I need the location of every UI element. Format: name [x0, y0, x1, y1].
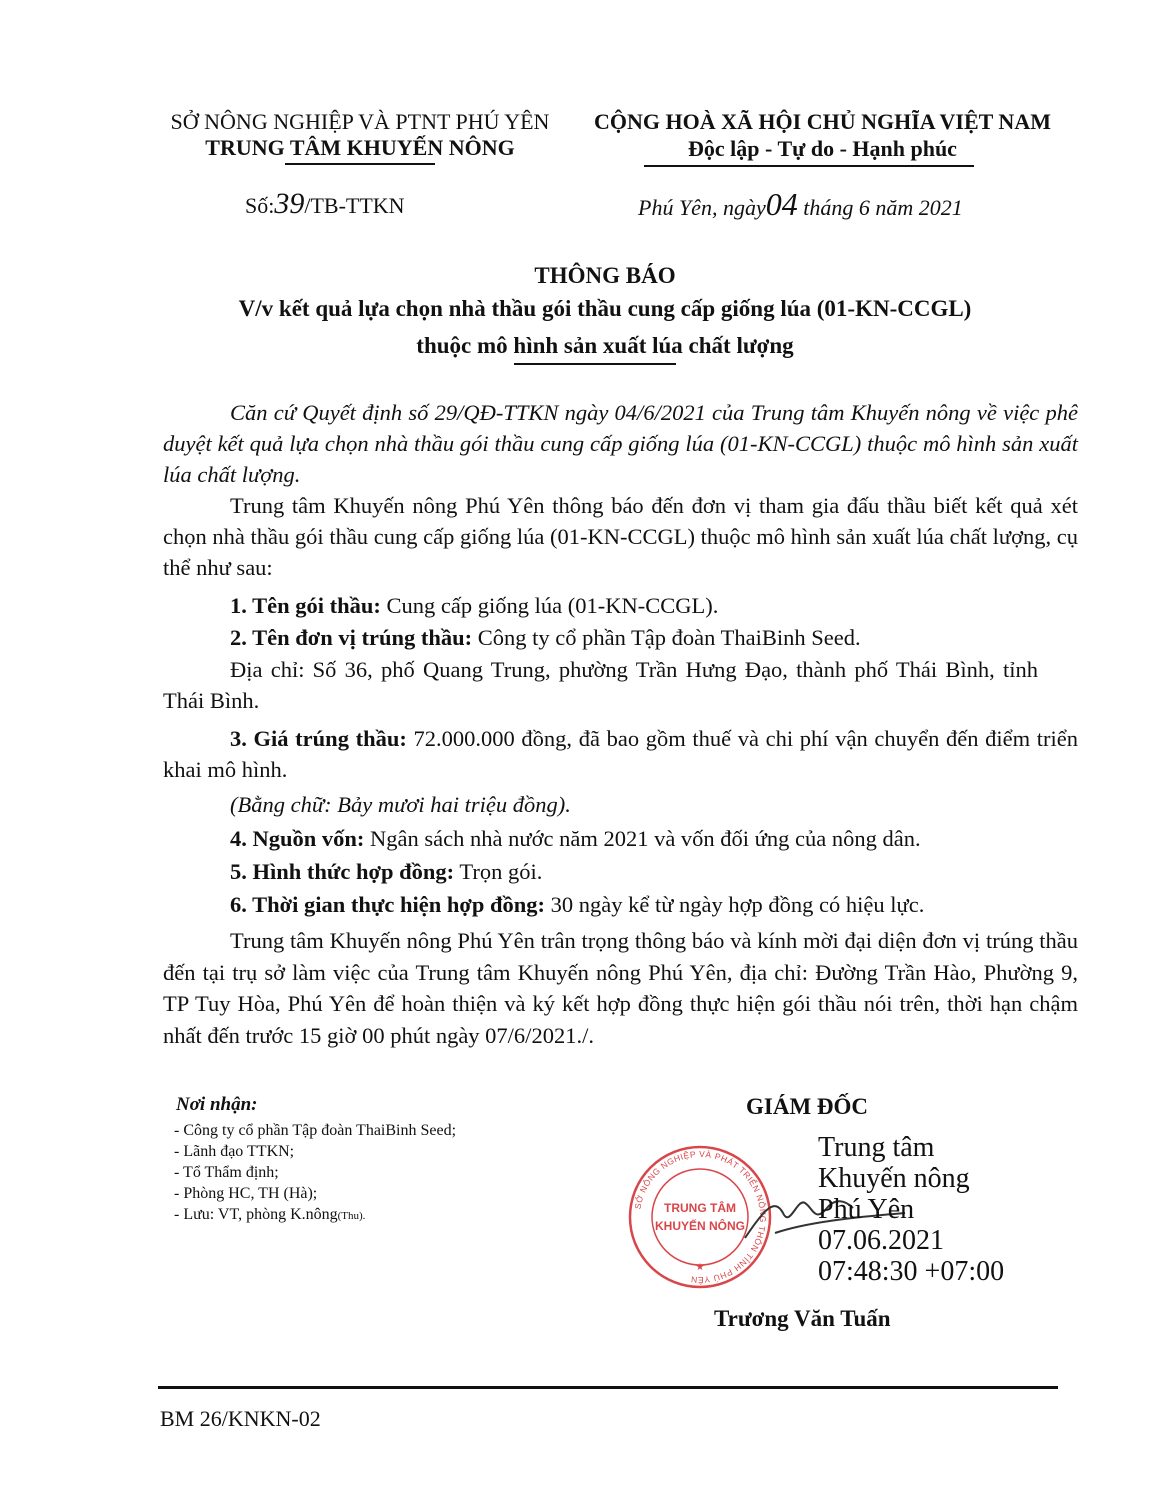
- item6-value: 30 ngày kể từ ngày hợp đồng có hiệu lực.: [544, 892, 925, 917]
- item-package-name: [230, 590, 1080, 621]
- signer-name: Trương Văn Tuấn: [714, 1306, 891, 1331]
- recipient-item: - Lãnh đạo TTKN;: [174, 1143, 295, 1160]
- document-number: [245, 187, 405, 223]
- digital-sig-line: 07:48:30 +07:00: [818, 1256, 1005, 1287]
- intro-paragraph: Trung tâm Khuyến nông Phú Yên thông báo đến đơn vị tham gia đấu thầu biết kết quả xét chọn nhà thầu gói thầu cung cấp giống lúa (01-KN-CCGL) thuộc mô hình sản xuất lúa chất lượng, cụ thể như sau:: [163, 493, 1078, 580]
- closing-paragraph: Trung tâm Khuyến nông Phú Yên trân trọng thông báo và kính mời đại diện đơn vị trúng thầu đến tại trụ sở làm việc của Trung tâm Khuyến nông Phú Yên, địa chỉ: Đường Trần Hào, Phường 9, TP Tuy Hòa, Phú Yên để hoàn thiện và ký kết hợp đồng thực hiện gói thầu nói trên, thời hạn chậm nhất đến trước 15 giờ 00 phút ngày 07/6/2021./.: [163, 928, 1078, 1048]
- recipient-item: - Công ty cổ phần Tập đoàn ThaiBinh Seed;: [174, 1122, 457, 1139]
- digital-sig-line: 07.06.2021: [818, 1225, 944, 1256]
- place-date: [638, 187, 963, 225]
- digital-signature: [818, 1132, 1148, 1287]
- footer-rule: [158, 1386, 1058, 1389]
- item4-value: Ngân sách nhà nước năm 2021 và vốn đối ứng của nông dân.: [364, 826, 921, 851]
- parent-agency: SỞ NÔNG NGHIỆP VÀ PTNT PHÚ YÊN: [170, 109, 550, 134]
- recipient-suffix: (Thu).: [337, 1210, 366, 1222]
- item-funding-source: [230, 823, 1080, 854]
- title-subject-line1: V/v kết quả lựa chọn nhà thầu gói thầu cung cấp giống lúa (01-KN-CCGL): [238, 296, 972, 321]
- recipient-item: - Phòng HC, TH (Hà);: [174, 1185, 318, 1202]
- bidder-address: Địa chỉ: Số 36, phố Quang Trung, phường Trần Hưng Đạo, thành phố Thái Bình, tỉnh Thái Bình.: [163, 657, 1038, 713]
- digital-sig-line: Trung tâm: [818, 1132, 935, 1163]
- item-winning-price: [163, 723, 1078, 785]
- item2-label: 2. Tên đơn vị trúng thầu:: [230, 625, 473, 650]
- document-title: THÔNG BÁO: [534, 263, 676, 288]
- digital-sig-line: Phú Yên: [818, 1194, 915, 1225]
- svg-text:★: ★: [695, 1262, 705, 1273]
- doc-no-prefix: Số:: [245, 193, 275, 218]
- item3-value: 72.000.000 đồng, đã bao gồm thuế và chi phí vận chuyển đến điểm triển khai mô hình.: [163, 726, 1078, 782]
- form-code: BM 26/KNKN-02: [160, 1406, 321, 1431]
- title-underline: [514, 363, 676, 365]
- recipients-list: [174, 1120, 594, 1227]
- digital-sig-line: Khuyến nông: [818, 1163, 970, 1194]
- signer-position: GIÁM ĐỐC: [746, 1094, 869, 1119]
- item6-label: 6. Thời gian thực hiện hợp đồng:: [230, 892, 545, 917]
- place-date-suffix: tháng 6 năm 2021: [803, 195, 963, 220]
- item4-label: 4. Nguồn vốn:: [230, 826, 365, 851]
- recipient-item: - Tổ Thẩm định;: [174, 1164, 279, 1181]
- date-day: 04: [765, 186, 798, 222]
- item5-label: 5. Hình thức hợp đồng:: [230, 859, 455, 884]
- item-contract-duration: [230, 889, 1080, 920]
- basis-paragraph: Căn cứ Quyết định số 29/QĐ-TTKN ngày 04/6/2021 của Trung tâm Khuyến nông về việc phê duyệt kết quả lựa chọn nhà thầu gói thầu cung cấp giống lúa (01-KN-CCGL) thuộc mô hình sản xuất lúa chất lượng.: [163, 400, 1078, 487]
- motto: Độc lập - Tự do - Hạnh phúc: [688, 136, 957, 161]
- motto-underline: [644, 165, 974, 167]
- item1-value: Cung cấp giống lúa (01-KN-CCGL).: [380, 593, 719, 618]
- item5-value: Trọn gói.: [454, 859, 543, 884]
- recipients-heading: Nơi nhận:: [176, 1094, 258, 1115]
- country-name: CỘNG HOÀ XÃ HỘI CHỦ NGHĨA VIỆT NAM: [594, 109, 1051, 134]
- place-date-prefix: Phú Yên, ngày: [638, 195, 766, 220]
- item1-label: 1. Tên gói thầu:: [230, 593, 381, 618]
- doc-no-handwritten: 39: [274, 187, 305, 220]
- recipient-item: - Lưu: VT, phòng K.nông(Thu).: [174, 1206, 366, 1223]
- agency-name: TRUNG TÂM KHUYẾN NÔNG: [205, 135, 515, 160]
- price-in-words: (Bằng chữ: Bảy mươi hai triệu đồng).: [230, 792, 571, 817]
- stamp-center-line2: KHUYẾN NÔNG: [654, 1219, 746, 1233]
- item3-label: 3. Giá trúng thầu:: [230, 726, 407, 751]
- item2-value: Công ty cổ phần Tập đoàn ThaiBinh Seed.: [472, 625, 861, 650]
- doc-no-suffix: /TB-TTKN: [304, 193, 405, 218]
- item-winning-bidder: [230, 622, 1080, 653]
- item-contract-type: [230, 856, 1080, 887]
- title-subject-line2: thuộc mô hình sản xuất lúa chất lượng: [416, 333, 794, 358]
- agency-underline: [285, 163, 435, 165]
- stamp-center-line1: TRUNG TÂM: [664, 1201, 736, 1215]
- stamp-ring-text: SỞ NÔNG NGHIỆP VÀ PHÁT TRIỂN NÔNG THÔN TỈNH PHÚ YÊN: [632, 1148, 769, 1286]
